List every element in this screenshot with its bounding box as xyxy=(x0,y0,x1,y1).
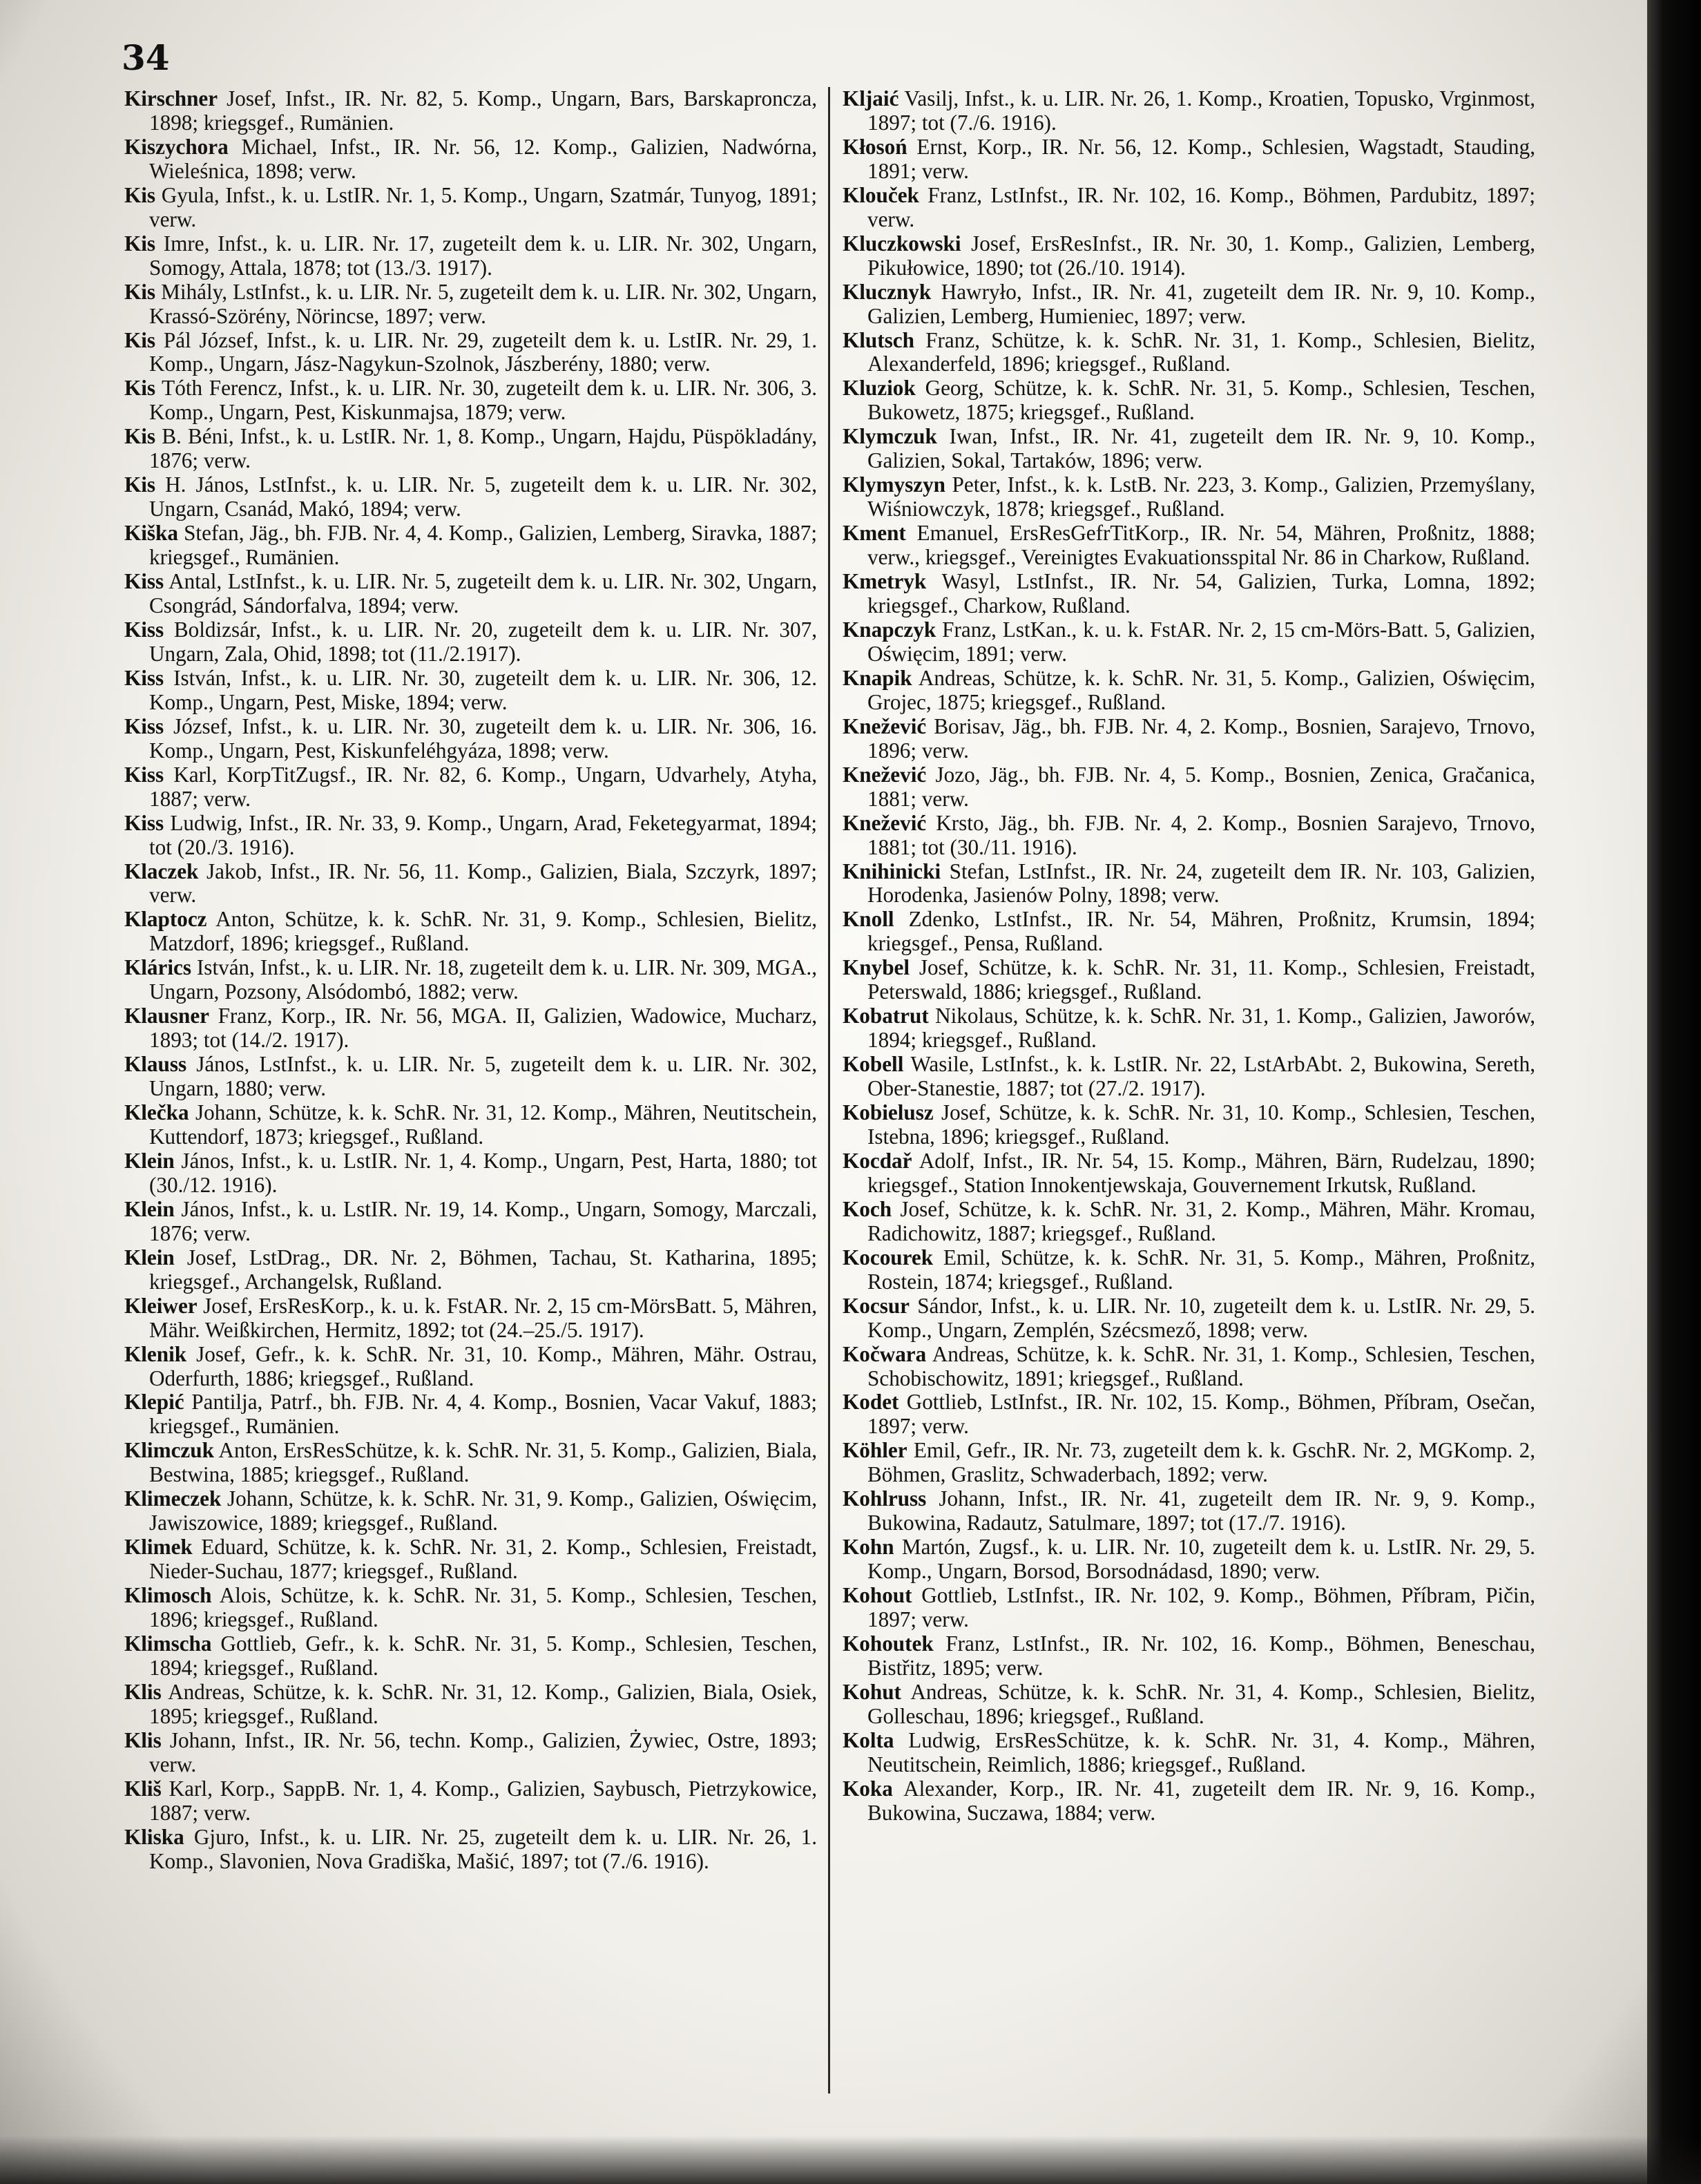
entry-details: Tóth Ferencz, Infst., k. u. LIR. Nr. 30, zugeteilt dem k. u. LIR. Nr. 306, 3. Komp., Ungarn, Pest, Kiskunmajsa, 1879; verw. xyxy=(149,376,817,425)
right-column xyxy=(843,87,1535,1826)
entry-surname: Kiss xyxy=(124,810,164,835)
entry-surname: Klimosch xyxy=(124,1583,212,1608)
entry-surname: Klauss xyxy=(124,1052,187,1077)
entry-details: Ludwig, Infst., IR. Nr. 33, 9. Komp., Ungarn, Arad, Feketegyarmat, 1894; tot (20./3. 1916). xyxy=(149,810,818,859)
entry-details: Michael, Infst., IR. Nr. 56, 12. Komp., Galizien, Nadwórna, Wieleśnica, 1898; verw. xyxy=(149,134,818,183)
entry-details: H. János, LstInfst., k. u. LIR. Nr. 5, zugeteilt dem k. u. LIR. Nr. 302, Ungarn, Csanád, Makó, 1894; verw. xyxy=(149,472,818,521)
entry-surname: Klečka xyxy=(124,1100,189,1125)
register-entry xyxy=(124,1680,817,1729)
register-entry xyxy=(124,1439,817,1487)
register-entry xyxy=(843,376,1535,425)
register-entry xyxy=(843,521,1535,570)
entry-surname: Knybel xyxy=(843,955,910,980)
entry-surname: Klaczek xyxy=(124,859,199,883)
entry-details: Josef, ErsResKorp., k. u. k. FstAR. Nr. 2, 15 cm-MörsBatt. 5, Mähren, Mähr. Weißkirchen, Hermitz, 1892; tot (24.–25./5. 1917). xyxy=(149,1293,817,1342)
entry-details: Antal, LstInfst., k. u. LIR. Nr. 5, zugeteilt dem k. u. LIR. Nr. 302, Ungarn, Csongrád, Sándorfalva, 1894; verw. xyxy=(149,569,817,618)
entry-surname: Kocsur xyxy=(843,1293,910,1318)
entry-details: Boldizsár, Infst., k. u. LIR. Nr. 20, zugeteilt dem k. u. LIR. Nr. 307, Ungarn, Zala, Ohid, 1898; tot (11./2.1917). xyxy=(149,617,817,666)
register-entry xyxy=(124,1101,817,1149)
entry-details: Josef, LstDrag., DR. Nr. 2, Böhmen, Tachau, St. Katharina, 1895; kriegsgef., Archangelsk, Rußland. xyxy=(149,1245,818,1294)
register-entry xyxy=(843,1149,1535,1198)
entry-surname: Kis xyxy=(124,327,156,352)
entry-details: Wasyl, LstInfst., IR. Nr. 54, Galizien, Turka, Lomna, 1892; kriegsgef., Charkow, Rußland. xyxy=(867,569,1535,618)
register-entry xyxy=(124,908,817,956)
entry-details: Johann, Schütze, k. k. SchR. Nr. 31, 12. Komp., Mähren, Neutitschein, Kuttendorf, 1873; kriegsgef., Rußland. xyxy=(149,1100,818,1149)
entry-surname: Klucznyk xyxy=(843,279,932,304)
column-divider xyxy=(828,87,830,2094)
register-entry xyxy=(124,232,817,280)
entry-details: Andreas, Schütze, k. k. SchR. Nr. 31, 5. Komp., Galizien, Oświęcim, Grojec, 1875; kriegsgef., Rußland. xyxy=(867,665,1535,714)
register-entry xyxy=(124,1584,817,1632)
register-entry xyxy=(843,1632,1535,1680)
entry-details: Karl, Korp., SappB. Nr. 1, 4. Komp., Galizien, Saybusch, Pietrzykowice, 1887; verw. xyxy=(149,1776,818,1825)
register-entry xyxy=(843,232,1535,280)
register-entry xyxy=(124,667,817,715)
register-entry xyxy=(843,1777,1535,1826)
entry-surname: Kmetryk xyxy=(843,569,927,594)
entry-details: Gottlieb, LstInfst., IR. Nr. 102, 9. Komp., Böhmen, Příbram, Pičin, 1897; verw. xyxy=(867,1583,1535,1632)
entry-surname: Kiszychora xyxy=(124,134,229,159)
register-entry xyxy=(124,1390,817,1439)
entry-surname: Kis xyxy=(124,182,156,207)
register-entry xyxy=(843,1294,1535,1343)
register-entry xyxy=(843,1729,1535,1777)
entry-details: Franz, Schütze, k. k. SchR. Nr. 31, 1. Komp., Schlesien, Bielitz, Alexanderfeld, 1896; kriegsgef., Rußland. xyxy=(867,327,1535,376)
register-entry xyxy=(843,1004,1535,1053)
entry-details: Franz, LstInfst., IR. Nr. 102, 16. Komp., Böhmen, Beneschau, Bistřitz, 1895; verw. xyxy=(867,1631,1536,1680)
register-entry xyxy=(843,956,1535,1004)
register-entry xyxy=(843,87,1535,135)
register-entry xyxy=(124,1826,817,1874)
register-entry xyxy=(124,812,817,860)
register-entry xyxy=(124,570,817,618)
entry-details: Mihály, LstInfst., k. u. LIR. Nr. 5, zugeteilt dem k. u. LIR. Nr. 302, Ungarn, Krassó-Szörény, Nörincse, 1897; verw. xyxy=(149,279,817,328)
entry-surname: Klausner xyxy=(124,1004,210,1028)
entry-surname: Klimeczek xyxy=(124,1486,222,1511)
entry-surname: Klutsch xyxy=(843,327,914,352)
entry-details: Jakob, Infst., IR. Nr. 56, 11. Komp., Galizien, Biala, Szczyrk, 1897; verw. xyxy=(149,859,817,908)
entry-surname: Kljaić xyxy=(843,86,899,111)
register-entry xyxy=(843,425,1535,473)
entry-surname: Klimczuk xyxy=(124,1438,214,1463)
entry-details: Alois, Schütze, k. k. SchR. Nr. 31, 5. Komp., Schlesien, Teschen, 1896; kriegsgef., Rußland. xyxy=(149,1583,818,1632)
register-entry xyxy=(124,425,817,473)
register-entry xyxy=(124,1535,817,1584)
entry-details: Stefan, Jäg., bh. FJB. Nr. 4, 4. Komp., Galizien, Lemberg, Siravka, 1887; kriegsgef., Rumänien. xyxy=(149,521,818,570)
entry-details: Franz, LstKan., k. u. k. FstAR. Nr. 2, 15 cm-Mörs-Batt. 5, Galizien, Oświęcim, 1891; verw. xyxy=(867,617,1536,666)
entry-details: Josef, Gefr., k. k. SchR. Nr. 31, 10. Komp., Mähren, Mähr. Ostrau, Oderfurth, 1886; kriegsgef., Rußland. xyxy=(149,1341,818,1390)
register-entry xyxy=(843,1439,1535,1487)
entry-details: Vasilj, Infst., k. u. LIR. Nr. 26, 1. Komp., Kroatien, Topusko, Vrginmost, 1897; tot (7./6. 1916). xyxy=(867,86,1536,135)
scan-edge-shadow xyxy=(1647,0,1701,2184)
entry-surname: Kirschner xyxy=(124,86,218,111)
entry-surname: Klein xyxy=(124,1148,175,1173)
entry-details: Ludwig, ErsResSchütze, k. k. SchR. Nr. 31, 4. Komp., Mähren, Neutitschein, Reimlich, 1886; kriegsgef., Rußland. xyxy=(867,1727,1536,1776)
entry-surname: Knoll xyxy=(843,907,894,932)
entry-details: Iwan, Infst., IR. Nr. 41, zugeteilt dem IR. Nr. 9, 10. Komp., Galizien, Sokal, Tartaków, 1896; verw. xyxy=(867,424,1535,473)
register-entry xyxy=(843,860,1535,908)
entry-surname: Knapik xyxy=(843,665,912,690)
register-entry xyxy=(124,87,817,135)
entry-details: Adolf, Infst., IR. Nr. 54, 15. Komp., Mähren, Bärn, Rudelzau, 1890; kriegsgef., Station Innokentjewskaja, Gouvernement Irkutsk, Rußland. xyxy=(867,1148,1536,1197)
entry-surname: Knihinicki xyxy=(843,859,941,883)
entry-surname: Klis xyxy=(124,1679,162,1704)
register-entry xyxy=(843,908,1535,956)
register-entry xyxy=(843,812,1535,860)
entry-details: Josef, ErsResInfst., IR. Nr. 30, 1. Komp., Galizien, Lemberg, Pikułowice, 1890; tot (26./10. 1914). xyxy=(867,231,1535,280)
entry-details: Emil, Gefr., IR. Nr. 73, zugeteilt dem k. k. GschR. Nr. 2, MGKomp. 2, Böhmen, Graslitz, Schwaderbach, 1892; verw. xyxy=(867,1438,1535,1487)
entry-details: József, Infst., k. u. LIR. Nr. 30, zugeteilt dem k. u. LIR. Nr. 306, 16. Komp., Ungarn, Pest, Kiskunfeléhgyáza, 1898; verw. xyxy=(149,713,818,763)
entry-surname: Klein xyxy=(124,1245,175,1270)
entry-surname: Kis xyxy=(124,424,156,449)
entry-surname: Kohn xyxy=(843,1535,894,1560)
register-entry xyxy=(124,1053,817,1101)
register-entry xyxy=(124,1294,817,1343)
entry-surname: Kłosoń xyxy=(843,134,907,159)
register-entry xyxy=(843,184,1535,232)
entry-details: Imre, Infst., k. u. LIR. Nr. 17, zugeteilt dem k. u. LIR. Nr. 302, Ungarn, Somogy, Attala, 1878; tot (13./3. 1917). xyxy=(149,231,818,280)
entry-details: B. Béni, Infst., k. u. LstIR. Nr. 1, 8. Komp., Ungarn, Hajdu, Püspökladány, 1876; verw. xyxy=(149,424,817,473)
entry-surname: Klárics xyxy=(124,955,192,980)
entry-details: Gottlieb, Gefr., k. k. SchR. Nr. 31, 5. Komp., Schlesien, Teschen, 1894; kriegsgef., Rußland. xyxy=(149,1631,817,1680)
entry-details: István, Infst., k. u. LIR. Nr. 30, zugeteilt dem k. u. LIR. Nr. 306, 12. Komp., Ungarn, Pest, Miske, 1894; verw. xyxy=(149,665,817,714)
entry-surname: Kis xyxy=(124,472,156,497)
register-entry xyxy=(843,135,1535,184)
entry-surname: Kiss xyxy=(124,762,164,787)
entry-surname: Klis xyxy=(124,1727,162,1752)
entry-details: Ernst, Korp., IR. Nr. 56, 12. Komp., Schlesien, Wagstadt, Stauding, 1891; verw. xyxy=(867,134,1536,183)
entry-details: Eduard, Schütze, k. k. SchR. Nr. 31, 2. Komp., Schlesien, Freistadt, Nieder-Suchau, 1877; kriegsgef., Rußland. xyxy=(149,1535,817,1584)
entry-details: Alexander, Korp., IR. Nr. 41, zugeteilt dem IR. Nr. 9, 16. Komp., Bukowina, Suczawa, 1884; verw. xyxy=(867,1776,1536,1825)
entry-surname: Klepić xyxy=(124,1390,184,1415)
entry-surname: Kocourek xyxy=(843,1245,934,1270)
register-entry xyxy=(124,1004,817,1053)
register-entry xyxy=(843,473,1535,521)
entry-surname: Kment xyxy=(843,521,906,546)
register-entry xyxy=(124,618,817,667)
entry-surname: Klenik xyxy=(124,1341,187,1366)
entry-details: János, Infst., k. u. LstIR. Nr. 19, 14. Komp., Ungarn, Somogy, Marczali, 1876; verw. xyxy=(149,1196,818,1245)
register-entry xyxy=(843,715,1535,763)
scan-bottom-shadow xyxy=(0,2136,1701,2184)
register-entry xyxy=(124,329,817,377)
entry-surname: Kočwara xyxy=(843,1341,927,1366)
page-number: 34 xyxy=(122,37,170,78)
register-entry xyxy=(124,135,817,184)
entry-details: Gottlieb, LstInfst., IR. Nr. 102, 15. Komp., Böhmen, Příbram, Osečan, 1897; verw. xyxy=(867,1390,1535,1439)
entry-details: János, LstInfst., k. u. LIR. Nr. 5, zugeteilt dem k. u. LIR. Nr. 302, Ungarn, 1880; verw. xyxy=(149,1052,818,1101)
register-entry xyxy=(124,956,817,1004)
entry-surname: Kobatrut xyxy=(843,1004,929,1028)
entry-surname: Koch xyxy=(843,1196,892,1221)
entry-surname: Kliska xyxy=(124,1824,184,1849)
entry-details: Franz, LstInfst., IR. Nr. 102, 16. Komp., Böhmen, Pardubitz, 1897; verw. xyxy=(867,182,1535,231)
entry-details: Josef, Schütze, k. k. SchR. Nr. 31, 11. Komp., Schlesien, Freistadt, Peterswald, 1886; kriegsgef., Rußland. xyxy=(867,955,1535,1004)
entry-surname: Klein xyxy=(124,1196,175,1221)
entry-surname: Kleiwer xyxy=(124,1293,198,1318)
register-entry xyxy=(843,667,1535,715)
register-entry xyxy=(843,1535,1535,1584)
entry-surname: Klimscha xyxy=(124,1631,212,1656)
entry-surname: Kohout xyxy=(843,1583,912,1608)
entry-details: Anton, Schütze, k. k. SchR. Nr. 31, 9. Komp., Schlesien, Bielitz, Matzdorf, 1896; kriegsgef., Rußland. xyxy=(149,907,818,956)
entry-details: Josef, Schütze, k. k. SchR. Nr. 31, 10. Komp., Schlesien, Teschen, Istebna, 1896; kriegsgef., Rußland. xyxy=(867,1100,1535,1149)
register-entry xyxy=(843,1053,1535,1101)
register-entry xyxy=(843,763,1535,812)
entry-surname: Knežević xyxy=(843,713,927,738)
register-entry xyxy=(124,1632,817,1680)
entry-surname: Klymczuk xyxy=(843,424,937,449)
register-entry xyxy=(124,280,817,329)
register-entry xyxy=(124,1149,817,1198)
register-entry xyxy=(843,329,1535,377)
register-entry xyxy=(124,1729,817,1777)
entry-details: Hawryło, Infst., IR. Nr. 41, zugeteilt dem IR. Nr. 9, 10. Komp., Galizien, Lemberg, Humieniec, 1897; verw. xyxy=(867,279,1535,328)
entry-details: Peter, Infst., k. k. LstB. Nr. 223, 3. Komp., Galizien, Przemyślany, Wiśniowczyk, 1878; kriegsgef., Rußland. xyxy=(867,472,1536,521)
entry-details: Emanuel, ErsResGefrTitKorp., IR. Nr. 54, Mähren, Proßnitz, 1888; verw., kriegsgef., Vereinigtes Evakuationsspital Nr. 86 in Charkow, Rußland. xyxy=(867,521,1535,570)
register-entry xyxy=(843,1680,1535,1729)
register-entry xyxy=(124,521,817,570)
entry-surname: Kluczkowski xyxy=(843,231,961,256)
entry-details: István, Infst., k. u. LIR. Nr. 18, zugeteilt dem k. u. LIR. Nr. 309, MGA., Ungarn, Pozsony, Alsódombó, 1882; verw. xyxy=(149,955,817,1004)
entry-details: Johann, Infst., IR. Nr. 56, techn. Komp., Galizien, Żywiec, Ostre, 1893; verw. xyxy=(149,1727,817,1776)
entry-details: Johann, Schütze, k. k. SchR. Nr. 31, 9. Komp., Galizien, Oświęcim, Jawiszowice, 1889; kriegsgef., Rußland. xyxy=(149,1486,818,1535)
register-entry xyxy=(124,1343,817,1391)
entry-surname: Kohlruss xyxy=(843,1486,927,1511)
register-entry xyxy=(843,1390,1535,1439)
entry-surname: Kohoutek xyxy=(843,1631,934,1656)
entry-surname: Kiška xyxy=(124,521,178,546)
register-entry xyxy=(124,763,817,812)
entry-surname: Knežević xyxy=(843,810,927,835)
register-entry xyxy=(124,860,817,908)
entry-details: Josef, Schütze, k. k. SchR. Nr. 31, 2. Komp., Mähren, Mähr. Kromau, Radichowitz, 1887; kriegsgef., Rußland. xyxy=(867,1196,1536,1245)
entry-details: Gjuro, Infst., k. u. LIR. Nr. 25, zugeteilt dem k. u. LIR. Nr. 26, 1. Komp., Slavonien, Nova Gradiška, Mašić, 1897; tot (7./6. 1916). xyxy=(149,1824,817,1873)
register-entry xyxy=(124,1246,817,1294)
entry-details: Nikolaus, Schütze, k. k. SchR. Nr. 31, 1. Komp., Galizien, Jaworów, 1894; kriegsgef., Rußland. xyxy=(867,1004,1535,1053)
entry-details: Borisav, Jäg., bh. FJB. Nr. 4, 2. Komp., Bosnien, Sarajevo, Trnovo, 1896; verw. xyxy=(867,713,1536,763)
entry-details: Stefan, LstInfst., IR. Nr. 24, zugeteilt dem IR. Nr. 103, Galizien, Horodenka, Jasienów Polny, 1898; verw. xyxy=(867,859,1535,908)
entry-surname: Kis xyxy=(124,231,156,256)
entry-surname: Klouček xyxy=(843,182,919,207)
left-column xyxy=(124,87,817,1874)
entry-surname: Kolta xyxy=(843,1727,894,1752)
entry-surname: Klimek xyxy=(124,1535,193,1560)
register-entry xyxy=(843,570,1535,618)
entry-surname: Kocdař xyxy=(843,1148,912,1173)
register-entry xyxy=(843,1487,1535,1535)
register-entry xyxy=(843,280,1535,329)
entry-details: Andreas, Schütze, k. k. SchR. Nr. 31, 4. Komp., Schlesien, Bielitz, Golleschau, 1896; kriegsgef., Rußland. xyxy=(867,1679,1535,1728)
register-entry xyxy=(124,1777,817,1826)
entry-surname: Knežević xyxy=(843,762,927,787)
entry-details: Sándor, Infst., k. u. LIR. Nr. 10, zugeteilt dem k. u. LstIR. Nr. 29, 5. Komp., Ungarn, Zemplén, Szécsmező, 1898; verw. xyxy=(867,1293,1536,1342)
register-entry xyxy=(843,618,1535,667)
entry-surname: Kiss xyxy=(124,617,164,642)
entry-surname: Kodet xyxy=(843,1390,899,1415)
entry-details: Pantilja, Patrf., bh. FJB. Nr. 4, 4. Komp., Bosnien, Vacar Vakuf, 1883; kriegsgef., Rumänien. xyxy=(149,1390,817,1439)
entry-surname: Kohut xyxy=(843,1679,901,1704)
entry-surname: Kis xyxy=(124,279,156,304)
register-entry xyxy=(124,376,817,425)
entry-details: Josef, Infst., IR. Nr. 82, 5. Komp., Ungarn, Bars, Barskaproncza, 1898; kriegsgef., Rumänien. xyxy=(149,86,818,135)
register-entry xyxy=(124,1198,817,1246)
entry-surname: Kiss xyxy=(124,569,164,594)
entry-surname: Kiss xyxy=(124,665,164,690)
entry-details: Karl, KorpTitZugsf., IR. Nr. 82, 6. Komp., Ungarn, Udvarhely, Atyha, 1887; verw. xyxy=(149,762,817,811)
entry-surname: Koka xyxy=(843,1776,893,1801)
entry-details: Andreas, Schütze, k. k. SchR. Nr. 31, 1. Komp., Schlesien, Teschen, Schobischowitz, 1891; kriegsgef., Rußland. xyxy=(867,1341,1535,1390)
register-entry xyxy=(843,1343,1535,1391)
entry-surname: Kobielusz xyxy=(843,1100,934,1125)
register-entry xyxy=(124,184,817,232)
register-entry xyxy=(843,1584,1535,1632)
entry-details: Krsto, Jäg., bh. FJB. Nr. 4, 2. Komp., Bosnien Sarajevo, Trnovo, 1881; tot (30./11. 1916). xyxy=(867,810,1536,859)
entry-details: Johann, Infst., IR. Nr. 41, zugeteilt dem IR. Nr. 9, 9. Komp., Bukowina, Radautz, Satulmare, 1897; tot (17./7. 1916). xyxy=(867,1486,1536,1535)
entry-surname: Klaptocz xyxy=(124,907,207,932)
entry-details: Franz, Korp., IR. Nr. 56, MGA. II, Galizien, Wadowice, Mucharz, 1893; tot (14./2. 1917). xyxy=(149,1004,817,1053)
entry-details: Gyula, Infst., k. u. LstIR. Nr. 1, 5. Komp., Ungarn, Szatmár, Tunyog, 1891; verw. xyxy=(149,182,818,231)
entry-surname: Köhler xyxy=(843,1438,907,1463)
entry-details: Martón, Zugsf., k. u. LIR. Nr. 10, zugeteilt dem k. u. LstIR. Nr. 29, 5. Komp., Ungarn, Borsod, Borsodnádasd, 1890; verw. xyxy=(867,1535,1535,1584)
entry-details: Anton, ErsResSchütze, k. k. SchR. Nr. 31, 5. Komp., Galizien, Biala, Bestwina, 1885; kriegsgef., Rußland. xyxy=(149,1438,817,1487)
register-entry xyxy=(843,1246,1535,1294)
entry-details: Andreas, Schütze, k. k. SchR. Nr. 31, 12. Komp., Galizien, Biala, Osiek, 1895; kriegsgef., Rußland. xyxy=(149,1679,817,1728)
entry-surname: Kliš xyxy=(124,1776,162,1801)
entry-details: Zdenko, LstInfst., IR. Nr. 54, Mähren, Proßnitz, Krumsin, 1894; kriegsgef., Pensa, Rußland. xyxy=(867,907,1536,956)
register-entry xyxy=(124,473,817,521)
entry-surname: Klymyszyn xyxy=(843,472,946,497)
entry-details: János, Infst., k. u. LstIR. Nr. 1, 4. Komp., Ungarn, Pest, Harta, 1880; tot (30./12. 1916). xyxy=(149,1148,817,1197)
register-entry xyxy=(843,1101,1535,1149)
entry-details: Emil, Schütze, k. k. SchR. Nr. 31, 5. Komp., Mähren, Proßnitz, Rostein, 1874; kriegsgef., Rußland. xyxy=(867,1245,1536,1294)
entry-details: Pál József, Infst., k. u. LIR. Nr. 29, zugeteilt dem k. u. LstIR. Nr. 29, 1. Komp., Ungarn, Jász-Nagykun-Szolnok, Jászberény, 1880; verw. xyxy=(149,327,817,376)
entry-details: Georg, Schütze, k. k. SchR. Nr. 31, 5. Komp., Schlesien, Teschen, Bukowetz, 1875; kriegsgef., Rußland. xyxy=(867,376,1535,425)
entry-details: Wasile, LstInfst., k. k. LstIR. Nr. 22, LstArbAbt. 2, Bukowina, Sereth, Ober-Stanestie, 1887; tot (27./2. 1917). xyxy=(867,1052,1536,1101)
entry-details: Jozo, Jäg., bh. FJB. Nr. 4, 5. Komp., Bosnien, Zenica, Gračanica, 1881; verw. xyxy=(867,762,1536,811)
register-entry xyxy=(843,1198,1535,1246)
register-entry xyxy=(124,715,817,763)
entry-surname: Kobell xyxy=(843,1052,904,1077)
entry-surname: Kluziok xyxy=(843,376,916,401)
entry-surname: Kiss xyxy=(124,713,164,738)
register-entry xyxy=(124,1487,817,1535)
entry-surname: Knapczyk xyxy=(843,617,936,642)
entry-surname: Kis xyxy=(124,376,156,401)
